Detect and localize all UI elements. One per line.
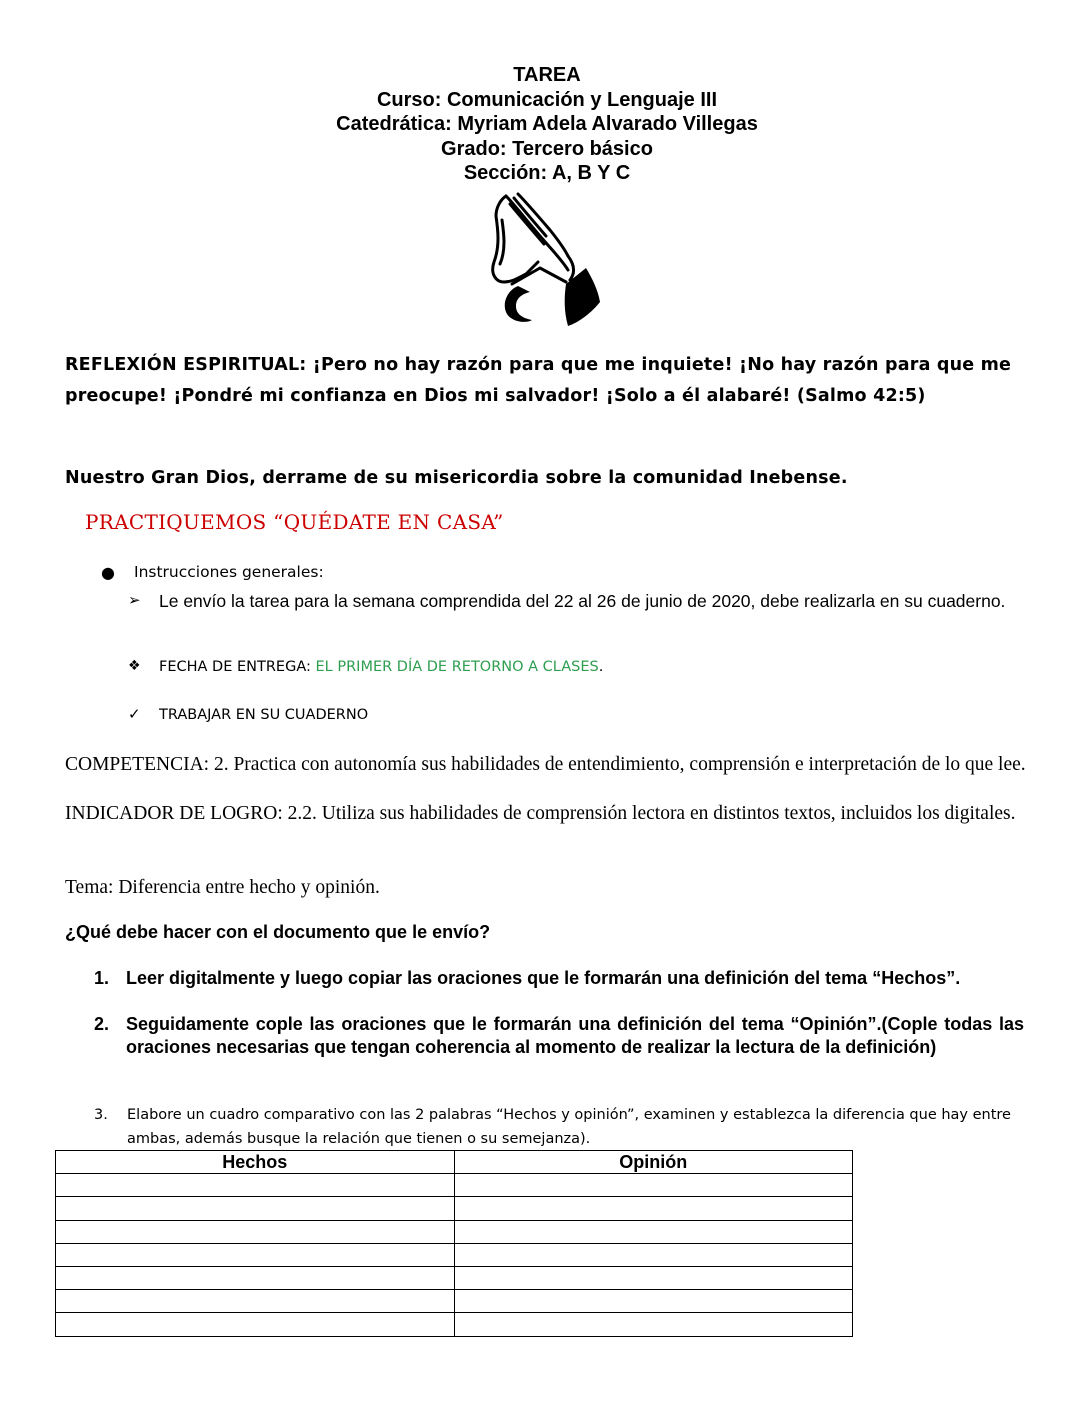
opinion-cell <box>454 1313 853 1336</box>
header-title: TAREA <box>513 64 581 86</box>
hechos-cell <box>56 1174 455 1197</box>
indicador-text: INDICADOR DE LOGRO: 2.2. Utiliza sus habilidades de comprensión lectora en distintos textos, incluidos los digitales. <box>65 803 1016 824</box>
envio-text: Le envío la tarea para la semana comprendida del 22 al 26 de junio de 2020, debe realizarla en su cuaderno. <box>159 591 1006 611</box>
header-grade: Grado: Tercero básico <box>441 137 653 160</box>
table-row <box>56 1220 853 1243</box>
header-teacher: Catedrática: Myriam Adela Alvarado Villegas <box>336 113 758 136</box>
opinion-cell <box>454 1243 853 1266</box>
hechos-cell <box>56 1197 455 1220</box>
hechos-cell <box>56 1266 455 1289</box>
hechos-cell <box>56 1243 455 1266</box>
table-row <box>56 1243 853 1266</box>
general-instructions-label: Instrucciones generales: <box>134 563 324 581</box>
opinion-cell <box>454 1290 853 1313</box>
work-in-notebook-text: TRABAJAR EN SU CUADERNO <box>159 707 369 723</box>
step-number: 2. <box>94 1014 110 1034</box>
table-row <box>56 1313 853 1336</box>
step-text: Elabore un cuadro comparativo con las 2 palabras “Hechos y opinión”, examinen y establezca la diferencia que hay entre ambas, además busque la relación que tienen o su semejanza). <box>127 1107 1011 1147</box>
table-row <box>56 1197 853 1220</box>
blessing-text: Nuestro Gran Dios, derrame de su misericordia sobre la comunidad Inebense. <box>65 468 848 488</box>
delivery-date-end: . <box>598 659 604 675</box>
column-header-hechos: Hechos <box>56 1151 455 1174</box>
question-heading: ¿Qué debe hacer con el documento que le envío? <box>65 922 491 942</box>
header-section: Sección: A, B Y C <box>463 162 631 185</box>
arrow-bullet-icon: ➢ <box>128 592 141 609</box>
spiritual-reflection: REFLEXIÓN ESPIRITUAL: ¡Pero no hay razón para que me inquiete! ¡No hay razón para que me preocupe! ¡Pondré mi confianza en Dios mi salvador! ¡Solo a él alabaré! (Salmo 42:5) <box>65 355 1012 406</box>
praying-hands-icon <box>488 190 606 328</box>
diamond-bullet-icon: ❖ <box>128 658 141 674</box>
delivery-date-text <box>159 659 603 675</box>
opinion-cell <box>454 1266 853 1289</box>
step-number: 3. <box>94 1107 108 1123</box>
delivery-date-value: EL PRIMER DÍA DE RETORNO A CLASES <box>315 659 599 675</box>
table-row <box>56 1174 853 1197</box>
hechos-cell <box>56 1313 455 1336</box>
column-header-opinion: Opinión <box>454 1151 853 1174</box>
bullet-icon: ● <box>101 563 115 582</box>
checkmark-icon: ✓ <box>128 705 141 723</box>
comparison-table <box>55 1150 853 1337</box>
competencia-text: COMPETENCIA: 2. Practica con autonomía sus habilidades de entendimiento, comprensión e interpretación de lo que lee. <box>65 754 1026 775</box>
step-text: Leer digitalmente y luego copiar las oraciones que le formarán una definición del tema “Hechos”. <box>126 968 961 988</box>
delivery-date-label: FECHA DE ENTREGA: <box>159 659 316 675</box>
opinion-cell <box>454 1220 853 1243</box>
document-header <box>0 63 1088 186</box>
tema-text: Tema: Diferencia entre hecho y opinión. <box>65 877 380 898</box>
hechos-cell <box>56 1290 455 1313</box>
step-text: Seguidamente cople las oraciones que le formarán una definición del tema “Opinión”.(Cople todas las oraciones necesarias que tengan coherencia al momento de realizar la lectura de la definición) <box>126 1014 1024 1057</box>
header-course: Curso: Comunicación y Lenguaje III <box>376 88 718 111</box>
table-row <box>56 1266 853 1289</box>
table-body <box>56 1174 853 1336</box>
hechos-cell <box>56 1220 455 1243</box>
opinion-cell <box>454 1197 853 1220</box>
practiquemos-heading: PRACTIQUEMOS “QUÉDATE EN CASA” <box>85 510 504 534</box>
step-number: 1. <box>94 968 110 988</box>
opinion-cell <box>454 1174 853 1197</box>
table-header-row <box>56 1151 853 1174</box>
table-row <box>56 1290 853 1313</box>
